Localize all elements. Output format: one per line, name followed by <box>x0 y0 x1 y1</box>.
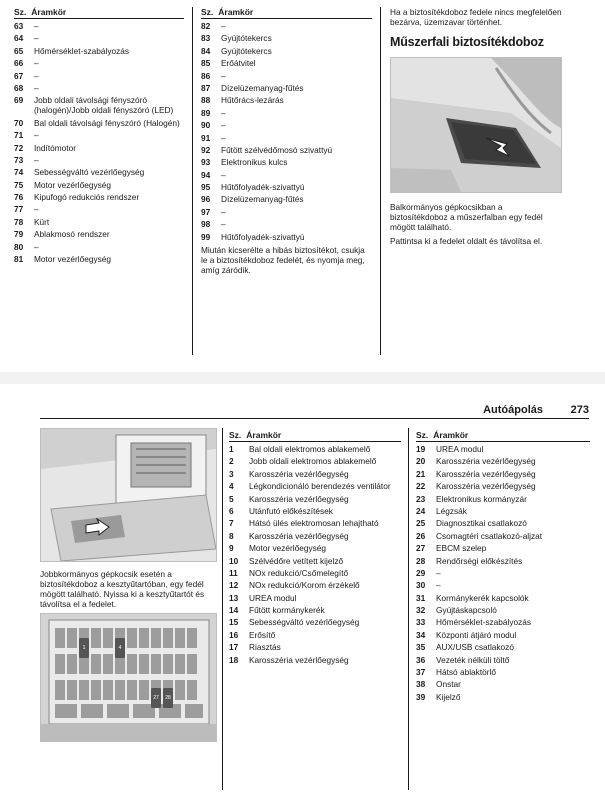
circuit-name: – <box>34 204 39 215</box>
fuse-number: 32 <box>416 605 426 616</box>
circuit-name: Kürt <box>34 216 50 227</box>
circuit-name: Légzsák <box>436 505 467 516</box>
circuit-name: UREA modul <box>436 444 484 454</box>
fuse-row <box>14 33 184 43</box>
table-header <box>14 7 184 19</box>
fuse-number: 99 <box>201 231 211 242</box>
fuse-row <box>229 568 401 578</box>
fuse-row <box>229 444 401 454</box>
fuse-label-28: 28 <box>163 688 173 708</box>
circuit-name: Légkondicionáló berendezés ventilátor <box>249 481 391 492</box>
fuse-number: 13 <box>229 592 239 603</box>
circuit-name: Gyújtótekercs <box>221 45 272 56</box>
fuse-number: 74 <box>14 167 24 178</box>
circuit-name: Utánfutó előkészítések <box>249 505 333 516</box>
fuse-row <box>229 543 401 553</box>
fuse-row <box>14 130 184 140</box>
circuit-name: NOx redukció/Csőmelegítő <box>249 567 349 578</box>
fuse-row <box>201 133 372 143</box>
fuse-number: 26 <box>416 530 426 541</box>
circuit-name: Hűtőrács-lezárás <box>221 95 284 106</box>
fuse-number: 85 <box>201 58 211 69</box>
fuse-row <box>14 155 184 165</box>
fuse-row <box>416 531 590 541</box>
fuse-number: 71 <box>14 130 24 141</box>
fuse-list <box>201 21 372 242</box>
fuse-number: 16 <box>229 629 239 640</box>
column-divider <box>380 7 381 355</box>
circuit-name: Gyújtótekercs <box>221 33 272 44</box>
fuse-number: 73 <box>14 154 24 165</box>
circuit-name: – <box>34 82 39 93</box>
fuse-number: 97 <box>201 206 211 217</box>
fuse-number: 5 <box>229 493 234 504</box>
fuse-row <box>201 207 372 217</box>
fuse-row <box>416 692 590 702</box>
fuse-row <box>416 593 590 603</box>
dashboard-illustration-svg <box>391 58 561 192</box>
page-title: Autóápolás <box>483 404 543 416</box>
header-aramkor: Áramkör <box>246 430 282 440</box>
fuse-row <box>14 192 184 202</box>
table-header <box>229 430 401 442</box>
fuse-row <box>416 506 590 516</box>
circuit-name: – <box>34 58 39 69</box>
fuse-row <box>14 21 184 31</box>
circuit-name: – <box>34 154 39 165</box>
circuit-name: Ablakmosó rendszer <box>34 229 110 240</box>
fuse-number: 94 <box>201 169 211 180</box>
fuse-number: 15 <box>229 617 239 628</box>
remove-cover-text: Pattintsa ki a fedelet oldalt és távolítsa el. <box>390 236 543 246</box>
fuse-number: 38 <box>416 679 426 690</box>
fuse-row <box>14 58 184 68</box>
fuse-number: 19 <box>416 444 426 454</box>
fuse-number: 29 <box>416 567 426 578</box>
fuse-number: 96 <box>201 194 211 205</box>
circuit-name: Sebességváltó vezérlőegység <box>249 617 360 628</box>
fuse-row <box>229 630 401 640</box>
circuit-name: – <box>221 21 226 31</box>
fuse-row <box>416 543 590 553</box>
header-sz: Sz. <box>14 7 27 17</box>
circuit-name: Bal oldali elektromos ablakemelő <box>249 444 371 454</box>
fuse-number: 7 <box>229 518 234 529</box>
fuse-number: 24 <box>416 505 426 516</box>
circuit-name: NOx redukció/Korom érzékelő <box>249 580 360 591</box>
circuit-name: Kijelző <box>436 691 461 702</box>
fuse-row <box>14 242 184 252</box>
fuse-row <box>201 95 372 105</box>
header-sz: Sz. <box>229 430 242 440</box>
fuse-number: 80 <box>14 241 24 252</box>
fuse-number: 68 <box>14 82 24 93</box>
table-header <box>201 7 372 19</box>
fuse-list <box>416 444 590 702</box>
fuse-row <box>416 456 590 466</box>
fuse-row <box>229 593 401 603</box>
table-header <box>416 430 590 442</box>
page-header <box>40 404 589 419</box>
fuse-list <box>229 444 401 665</box>
fuse-row <box>416 444 590 454</box>
fuse-row <box>229 556 401 566</box>
fuse-row <box>229 506 401 516</box>
fuse-label-27: 27 <box>151 688 161 708</box>
fuse-row <box>416 494 590 504</box>
circuit-name: Szélvédőre vetített kijelző <box>249 555 344 566</box>
fuse-row <box>416 679 590 689</box>
circuit-name: Sebességváltó vezérlőegység <box>34 167 145 178</box>
fuse-number: 21 <box>416 468 426 479</box>
circuit-name: – <box>34 130 39 141</box>
fuse-row <box>14 204 184 214</box>
fuse-number: 90 <box>201 120 211 131</box>
circuit-name: Erősítő <box>249 629 276 640</box>
circuit-name: – <box>436 567 441 578</box>
fuse-number: 89 <box>201 107 211 118</box>
fuse-row <box>229 518 401 528</box>
circuit-name: – <box>34 33 39 44</box>
fuse-number: 69 <box>14 95 24 106</box>
fuse-number: 17 <box>229 642 239 653</box>
fuse-number: 77 <box>14 204 24 215</box>
fuse-row <box>201 33 372 43</box>
fuse-row <box>201 194 372 204</box>
fusebox-layout-diagram <box>40 613 217 742</box>
fuse-row <box>416 580 590 590</box>
fuse-number: 2 <box>229 456 234 467</box>
fuse-number: 28 <box>416 555 426 566</box>
fuse-row <box>201 46 372 56</box>
fuse-number: 95 <box>201 182 211 193</box>
fuse-row <box>201 219 372 229</box>
fusebox-diagram-svg <box>41 614 216 741</box>
fuse-number: 37 <box>416 667 426 678</box>
fuse-row <box>229 456 401 466</box>
fuse-row <box>14 71 184 81</box>
fuse-row <box>229 605 401 615</box>
fuse-number: 75 <box>14 179 24 190</box>
fuse-row <box>416 568 590 578</box>
fuse-number: 23 <box>416 493 426 504</box>
fuse-number: 33 <box>416 617 426 628</box>
glovebox-fusebox-illustration <box>40 428 217 562</box>
fuse-number: 81 <box>14 254 24 265</box>
circuit-name: Diagnosztikai csatlakozó <box>436 518 527 529</box>
circuit-name: Csomagtéri csatlakozó-aljzat <box>436 530 543 541</box>
fuse-row <box>416 481 590 491</box>
fuse-row <box>201 58 372 68</box>
page-number: 273 <box>570 404 589 416</box>
circuit-name: Karosszéria vezérlőegység <box>436 456 536 467</box>
circuit-name: Fűtött szélvédőmosó szivattyú <box>221 144 333 155</box>
header-aramkor: Áramkör <box>31 7 67 17</box>
fuse-number: 1 <box>229 444 234 454</box>
fuse-number: 92 <box>201 144 211 155</box>
circuit-name: – <box>34 70 39 81</box>
cover-warning-text: Ha a biztosítékdoboz fedele nincs megfelelően bezárva, üzemzavar történhet. <box>390 7 562 27</box>
fuse-label-1: 1 <box>79 638 89 658</box>
fuse-row <box>416 630 590 640</box>
manual-page-lower <box>0 384 605 800</box>
circuit-name: – <box>221 169 226 180</box>
fuse-number: 63 <box>14 21 24 31</box>
fuse-number: 10 <box>229 555 239 566</box>
fuse-number: 79 <box>14 229 24 240</box>
fuse-number: 4 <box>229 481 234 492</box>
fuse-number: 88 <box>201 95 211 106</box>
circuit-name: Kormánykerék kapcsolók <box>436 592 529 603</box>
circuit-name: Karosszéria vezérlőegység <box>249 530 349 541</box>
circuit-name: Központi átjáró modul <box>436 629 517 640</box>
fuse-number: 14 <box>229 605 239 616</box>
fuse-row <box>201 232 372 242</box>
circuit-name: Elektronikus kormányzár <box>436 493 527 504</box>
circuit-name: Hűtőfolyadék-szivattyú <box>221 182 305 193</box>
fuse-number: 72 <box>14 142 24 153</box>
fuse-number: 25 <box>416 518 426 529</box>
circuit-name: – <box>34 21 39 31</box>
circuit-name: Vezeték nélküli töltő <box>436 654 510 665</box>
circuit-name: Motor vezérlőegység <box>34 179 112 190</box>
fuse-row <box>229 469 401 479</box>
circuit-name: Erőátvitel <box>221 58 256 69</box>
circuit-name: Gyújtáskapcsoló <box>436 605 497 616</box>
fuse-column-3 <box>416 430 590 704</box>
circuit-name: Karosszéria vezérlőegység <box>249 493 349 504</box>
circuit-name: Motor vezérlőegység <box>34 254 112 265</box>
fuse-number: 91 <box>201 132 211 143</box>
fuse-list <box>14 21 184 264</box>
lhd-location-text: Balkormányos gépkocsikban a biztosítékdoboz a műszerfalban egy fedél mögött található. <box>390 202 543 232</box>
fuse-row <box>14 83 184 93</box>
fuse-row <box>201 182 372 192</box>
circuit-name: – <box>221 206 226 217</box>
fuse-row <box>416 605 590 615</box>
header-sz: Sz. <box>201 7 214 17</box>
fuse-row <box>416 556 590 566</box>
fuse-row <box>416 469 590 479</box>
fuse-row <box>201 108 372 118</box>
fuse-number: 78 <box>14 216 24 227</box>
fuse-row <box>201 83 372 93</box>
fuse-row <box>201 145 372 155</box>
fuse-row <box>14 118 184 128</box>
circuit-name: Dízelüzemanyag-fűtés <box>221 82 304 93</box>
circuit-name: – <box>221 132 226 143</box>
fuse-number: 11 <box>229 567 238 578</box>
fuse-row <box>14 143 184 153</box>
circuit-name: Elektronikus kulcs <box>221 157 288 168</box>
column-divider <box>192 7 193 355</box>
fuse-number: 86 <box>201 70 211 81</box>
circuit-name: Jobb oldali elektromos ablakemelő <box>249 456 377 467</box>
fuse-row <box>14 229 184 239</box>
fuse-row <box>229 642 401 652</box>
circuit-name: UREA modul <box>249 592 297 603</box>
fuse-row <box>416 667 590 677</box>
fuse-row <box>229 580 401 590</box>
fuse-number: 67 <box>14 70 24 81</box>
manual-page-upper <box>0 0 605 372</box>
fuse-number: 3 <box>229 468 234 479</box>
fuse-row <box>229 494 401 504</box>
circuit-name: – <box>221 120 226 131</box>
glovebox-illustration-svg <box>41 429 216 561</box>
fuse-row <box>201 170 372 180</box>
fuse-number: 65 <box>14 45 24 56</box>
dashboard-fusebox-illustration <box>390 57 562 193</box>
fuse-number: 64 <box>14 33 24 44</box>
fuse-row <box>14 167 184 177</box>
column-divider <box>222 428 223 790</box>
fuse-number: 76 <box>14 192 24 203</box>
text-column-3 <box>390 7 562 250</box>
fuse-number: 36 <box>416 654 426 665</box>
circuit-name: Karosszéria vezérlőegység <box>436 481 536 492</box>
circuit-name: Dízelüzemanyag-fűtés <box>221 194 304 205</box>
circuit-name: Rendőrségi előkészítés <box>436 555 523 566</box>
circuit-name: Karosszéria vezérlőegység <box>249 654 349 665</box>
fuse-number: 31 <box>416 592 426 603</box>
circuit-name: EBCM szelep <box>436 543 487 554</box>
fuse-row <box>229 481 401 491</box>
circuit-name: AUX/USB csatlakozó <box>436 642 514 653</box>
fuse-number: 20 <box>416 456 426 467</box>
circuit-name: Riasztás <box>249 642 281 653</box>
fuse-row <box>14 254 184 264</box>
circuit-name: Bal oldali távolsági fényszóró (Halogén) <box>34 117 180 128</box>
fuse-number: 34 <box>416 629 426 640</box>
fuse-number: 98 <box>201 219 211 230</box>
section-title: Műszerfali biztosítékdoboz <box>390 35 544 49</box>
fuse-number: 35 <box>416 642 426 653</box>
circuit-name: Onstar <box>436 679 461 690</box>
circuit-name: – <box>221 219 226 230</box>
fuse-row <box>201 157 372 167</box>
fuse-number: 30 <box>416 580 426 591</box>
fuse-number: 18 <box>229 654 239 665</box>
fuse-number: 82 <box>201 21 211 31</box>
fuse-number: 27 <box>416 543 426 554</box>
fuse-column-2 <box>229 430 401 667</box>
fuse-row <box>201 71 372 81</box>
fuse-row <box>229 655 401 665</box>
circuit-name: Karosszéria vezérlőegység <box>249 468 349 479</box>
fuse-label-4: 4 <box>115 638 125 658</box>
circuit-name: Hőmérséklet-szabályozás <box>34 45 129 56</box>
circuit-name: – <box>221 70 226 81</box>
header-aramkor: Áramkör <box>218 7 254 17</box>
fuse-row <box>229 531 401 541</box>
circuit-name: Karosszéria vezérlőegység <box>436 468 536 479</box>
fuse-row <box>14 217 184 227</box>
fuse-row <box>416 617 590 627</box>
circuit-name: Jobb oldali távolsági fényszóró (halogén)/Jobb oldali fényszóró (LED) <box>34 95 174 116</box>
replace-fuse-note: Miután kicserélte a hibás biztosítékot, csukja le a biztosítékdoboz fedelét, és nyomja meg, amíg záródik. <box>201 244 365 275</box>
fuse-row <box>416 655 590 665</box>
column-divider <box>408 428 409 790</box>
fuse-row <box>416 642 590 652</box>
header-aramkor: Áramkör <box>433 430 469 440</box>
fuse-number: 39 <box>416 691 426 702</box>
fuse-number: 83 <box>201 33 211 44</box>
fuse-number: 93 <box>201 157 211 168</box>
circuit-name: Hőmérséklet-szabályozás <box>436 617 531 628</box>
fuse-number: 70 <box>14 117 24 128</box>
circuit-name: Kipufogó redukciós rendszer <box>34 192 140 203</box>
fuse-row <box>14 95 184 115</box>
circuit-name: Fűtött kormánykerék <box>249 605 325 616</box>
header-sz: Sz. <box>416 430 429 440</box>
fuse-number: 12 <box>229 580 239 591</box>
fuse-number: 6 <box>229 505 234 516</box>
rhd-location-text: Jobbkormányos gépkocsik esetén a biztosítékdoboz a kesztyűtartóban, egy fedél mögött található. Nyissa ki a kesztyűtartót és távolítsa el a fedelet. <box>40 569 205 609</box>
fuse-number: 87 <box>201 82 211 93</box>
fuse-row <box>14 180 184 190</box>
fuse-row <box>416 518 590 528</box>
fuse-row <box>201 21 372 31</box>
fuse-column-2 <box>201 7 372 279</box>
circuit-name: Hátsó ablaktörlő <box>436 667 496 678</box>
text-column-left <box>40 428 216 742</box>
circuit-name: Motor vezérlőegység <box>249 543 327 554</box>
circuit-name: Hűtőfolyadék-szivattyú <box>221 231 305 242</box>
fuse-row <box>201 120 372 130</box>
fuse-number: 84 <box>201 45 211 56</box>
circuit-name: – <box>34 241 39 252</box>
fuse-number: 66 <box>14 58 24 69</box>
fuse-column-1 <box>14 7 184 266</box>
circuit-name: – <box>436 580 441 591</box>
circuit-name: Indítómotor <box>34 142 76 153</box>
fuse-row <box>229 617 401 627</box>
circuit-name: Hátsó ülés elektromosan lehajtható <box>249 518 379 529</box>
fuse-number: 9 <box>229 543 234 554</box>
fuse-number: 8 <box>229 530 234 541</box>
fuse-row <box>14 46 184 56</box>
circuit-name: – <box>221 107 226 118</box>
fuse-number: 22 <box>416 481 426 492</box>
